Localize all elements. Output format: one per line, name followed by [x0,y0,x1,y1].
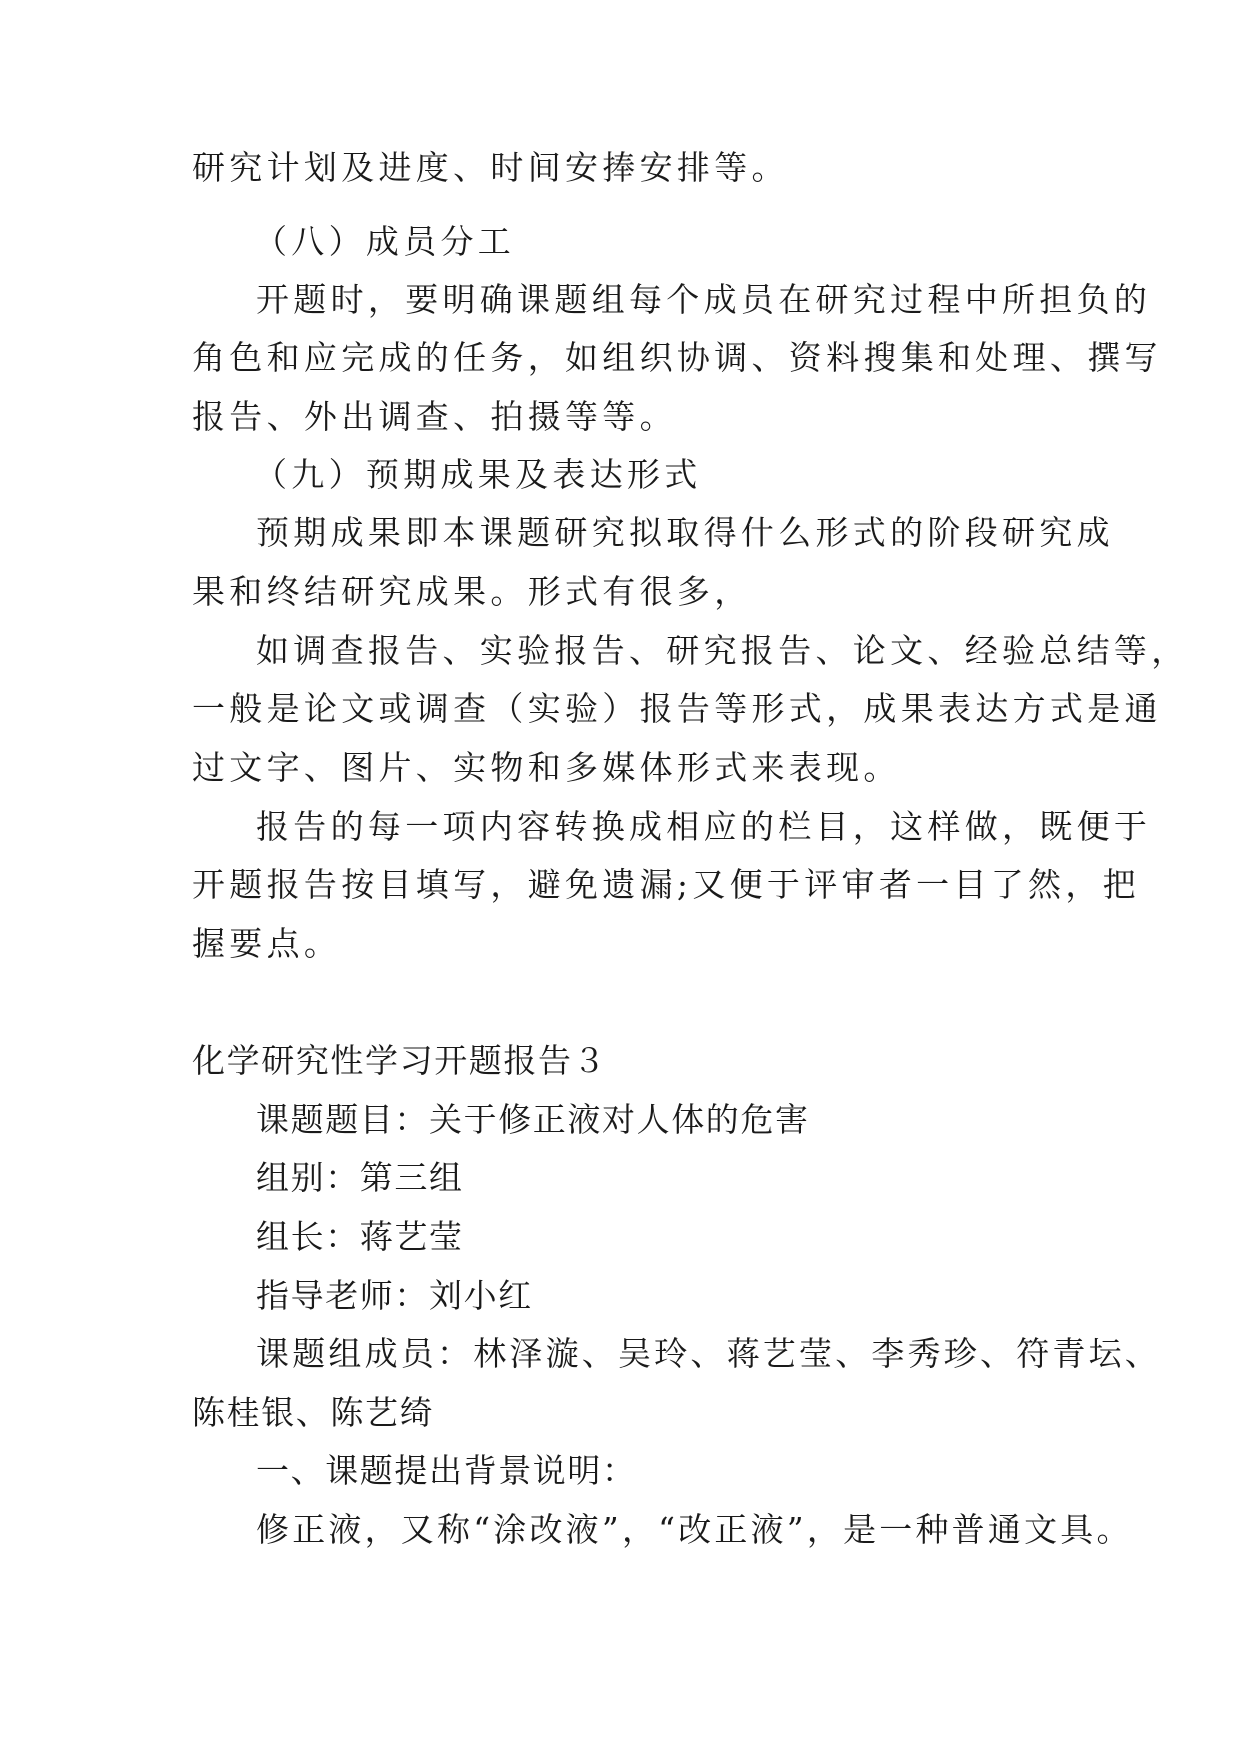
section-heading: 一、课题提出背景说明： [256,1451,637,1490]
body-text-line: 角色和应完成的任务，如组织协调、资料搜集和处理、撰写 [192,338,1162,377]
body-text-line: 报告、外出调查、拍摄等等。 [192,397,677,436]
leader-line: 组长：蒋艺莹 [256,1217,464,1256]
body-text-line: 修正液，又称“涂改液”，“改正液”，是一种普通文具。 [256,1510,1133,1549]
body-text-line: 过文字、图片、实物和多媒体形式来表现。 [192,748,901,787]
body-text-line: 报告的每一项内容转换成相应的栏目，这样做，既便于 [256,807,1152,846]
body-text-line: 预期成果即本课题研究拟取得什么形式的阶段研究成 [256,513,1114,552]
document-title: 化学研究性学习开题报告３ [192,1041,608,1080]
project-title-line: 课题题目：关于修正液对人体的危害 [256,1100,810,1139]
body-text-line: 一般是论文或调查（实验）报告等形式，成果表达方式是通 [192,689,1162,728]
section-heading: （八）成员分工 [254,222,516,261]
body-text-line: 如调查报告、实验报告、研究报告、论文、经验总结等， [256,631,1189,670]
members-line-continued: 陈桂银、陈艺绮 [192,1393,435,1432]
body-text-line: 开题时，要明确课题组每个成员在研究过程中所担负的 [256,280,1152,319]
advisor-line: 指导老师：刘小红 [256,1276,533,1315]
body-text-line: 研究计划及进度、时间安捧安排等。 [192,148,789,187]
section-heading: （九）预期成果及表达形式 [254,455,702,494]
body-text-line: 开题报告按目填写，避免遗漏;又便于评审者一目了然，把 [192,865,1140,904]
group-line: 组别：第三组 [256,1158,464,1197]
body-text-line: 果和终结研究成果。形式有很多， [192,572,752,611]
body-text-line: 握要点。 [192,924,342,963]
members-line: 课题组成员：林泽漩、吴玲、蒋艺莹、李秀珍、符青坛、 [256,1334,1161,1373]
